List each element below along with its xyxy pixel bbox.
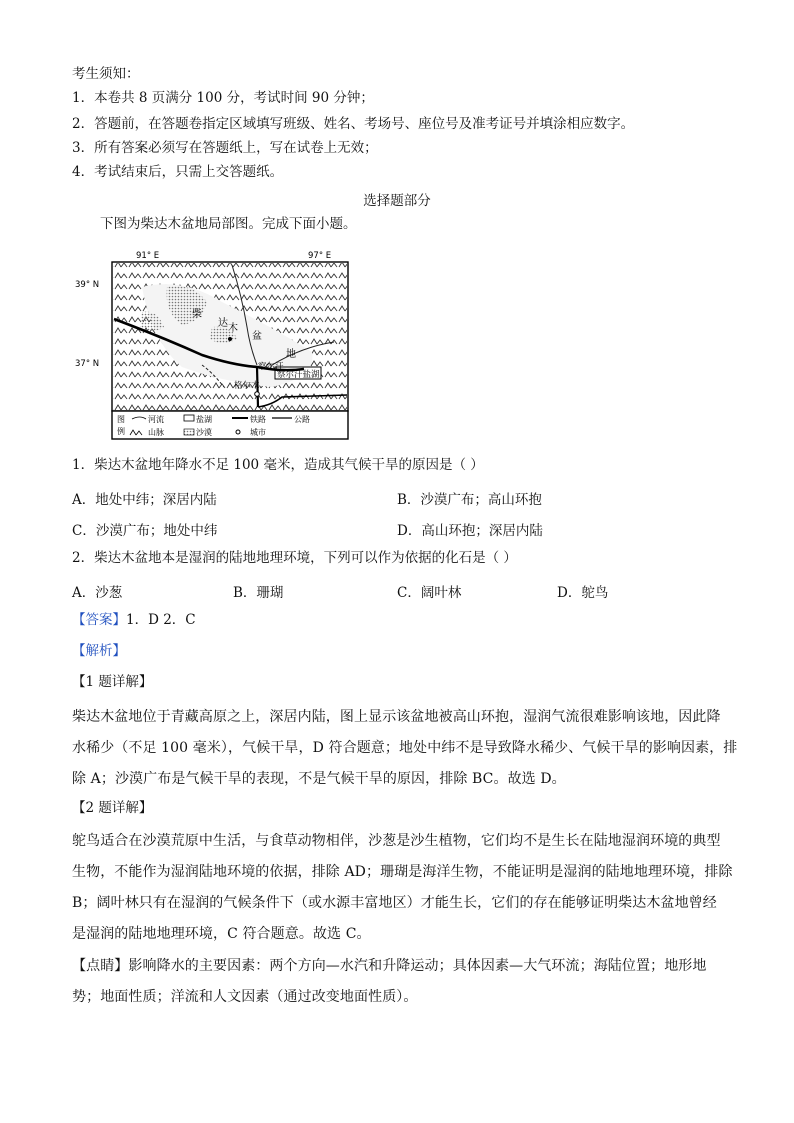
notice-item-3: 3．所有答案必须写在答题纸上，写在试卷上无效；: [72, 140, 378, 156]
place-geermu: 格尔木: [234, 381, 260, 391]
legend-label-bottom: 例: [117, 427, 125, 436]
notice-item-1: 1．本卷共 8 页满分 100 分，考试时间 90 分钟；: [72, 90, 374, 106]
tip-line-1: [72, 955, 707, 975]
answer-text: 1．D 2．C: [126, 612, 196, 628]
detail-1-line-2: 水稀少（不足 100 毫米），气候干旱，D 符合题意；地处中纬不是导致降水稀少、气候干旱的影响因素，排: [72, 740, 738, 756]
detail-1-line-3: 除 A；沙漠广布是气候干旱的表现，不是气候干旱的原因，排除 BC。故选 D。: [72, 771, 566, 787]
legend-railway: 铁路: [250, 415, 266, 424]
basin-char-3: 木: [228, 323, 238, 334]
legend-desert-icon: [184, 429, 194, 435]
q1-option-a: A．地处中纬；深居内陆: [72, 492, 217, 508]
q2-option-d: D．鸵鸟: [557, 585, 609, 601]
city-geermu: [255, 392, 260, 397]
section-title: 选择题部分: [363, 193, 431, 209]
answer-tag: 【答案】: [72, 612, 126, 628]
basin-char-5: 地: [286, 349, 296, 360]
map-legend: [112, 411, 348, 439]
place-salt-lake: 察尔汗盐湖: [277, 370, 320, 380]
question-1-stem: 1．柴达木盆地年降水不足 100 毫米，造成其气候干旱的原因是（ ）: [72, 457, 484, 473]
q2-option-b: B．珊瑚: [233, 585, 284, 601]
detail-2-line-3: B；阔叶林只有在湿润的气候条件下（或水源丰富地区）才能生长，它们的存在能够证明柴达木盆地曾经: [72, 895, 717, 911]
tip-line-2: 势；地面性质；洋流和人文因素（通过改变地面性质）。: [72, 989, 418, 1005]
question-2-stem: 2．柴达木盆地本是湿润的陆地地理环境，下列可以作为依据的化石是（ ）: [72, 550, 517, 566]
lon-label-right: 97° E: [308, 251, 332, 261]
detail-1-tag: 【1 题详解】: [72, 674, 153, 690]
q2-option-c: C．阔叶林: [397, 585, 462, 601]
detail-1-line-1: 柴达木盆地位于青藏高原之上，深居内陆，图上显示该盆地被高山环抱，湿润气流很难影响该地，因此降: [72, 709, 721, 725]
basin-char-1: 柴: [192, 309, 202, 320]
legend-salt-lake: 盐湖: [196, 415, 212, 424]
q1-option-b: B．沙漠广布；高山环抱: [397, 492, 542, 508]
legend-river: 河流: [148, 415, 164, 424]
intro-text: 下图为柴达木盆地局部图。完成下面小题。: [100, 216, 357, 232]
legend-desert: 沙漠: [196, 428, 212, 437]
basin-char-4: 盆: [252, 331, 262, 342]
detail-2-line-1: 鸵鸟适合在沙漠荒原中生活，与食草动物相伴，沙葱是沙生植物，它们均不是生长在陆地湿润环境的典型: [72, 833, 721, 849]
analysis-tag: 【解析】: [72, 643, 126, 659]
lat-label-top: 39° N: [75, 280, 100, 290]
detail-2-tag: 【2 题详解】: [72, 800, 153, 816]
basin-char-2: 达: [218, 318, 228, 329]
lat-label-bottom: 37° N: [75, 359, 100, 369]
tip-text-1: 影响降水的主要因素：两个方向—水汽和升降运动；具体因素—大气环流；海陆位置；地形地: [128, 958, 707, 974]
notice-title: 考生须知：: [72, 66, 140, 82]
q2-option-a: A．沙葱: [72, 585, 123, 601]
legend-road: 公路: [294, 415, 310, 424]
notice-item-4: 4．考试结束后，只需上交答题纸。: [72, 164, 284, 180]
answer-line: [72, 612, 196, 628]
tip-tag: 【点睛】: [72, 958, 129, 974]
basin-map: [72, 247, 354, 443]
lon-label-left: 91° E: [136, 251, 160, 261]
q1-option-c: C．沙漠广布；地处中纬: [72, 523, 218, 539]
legend-salt-lake-icon: [184, 415, 194, 421]
detail-2-line-4: 是湿润的陆地地理环境，C 符合题意。故选 C。: [72, 926, 371, 942]
place-chaerhan: 察尔汗: [258, 362, 284, 372]
city-point-1: [228, 337, 232, 341]
legend-label-top: 图: [117, 415, 125, 424]
legend-mountain: 山脉: [148, 428, 164, 437]
detail-2-line-2: 生物，不能作为湿润陆地环境的依据，排除 AD；珊瑚是海洋生物，不能证明是湿润的陆地地理环境，排除: [72, 864, 733, 880]
q1-option-d: D．高山环抱；深居内陆: [397, 523, 543, 539]
legend-city-icon: [236, 430, 240, 434]
legend-city: 城市: [250, 428, 266, 437]
notice-item-2: 2．答题前，在答题卷指定区域填写班级、姓名、考场号、座位号及准考证号并填涂相应数字。: [72, 116, 635, 132]
